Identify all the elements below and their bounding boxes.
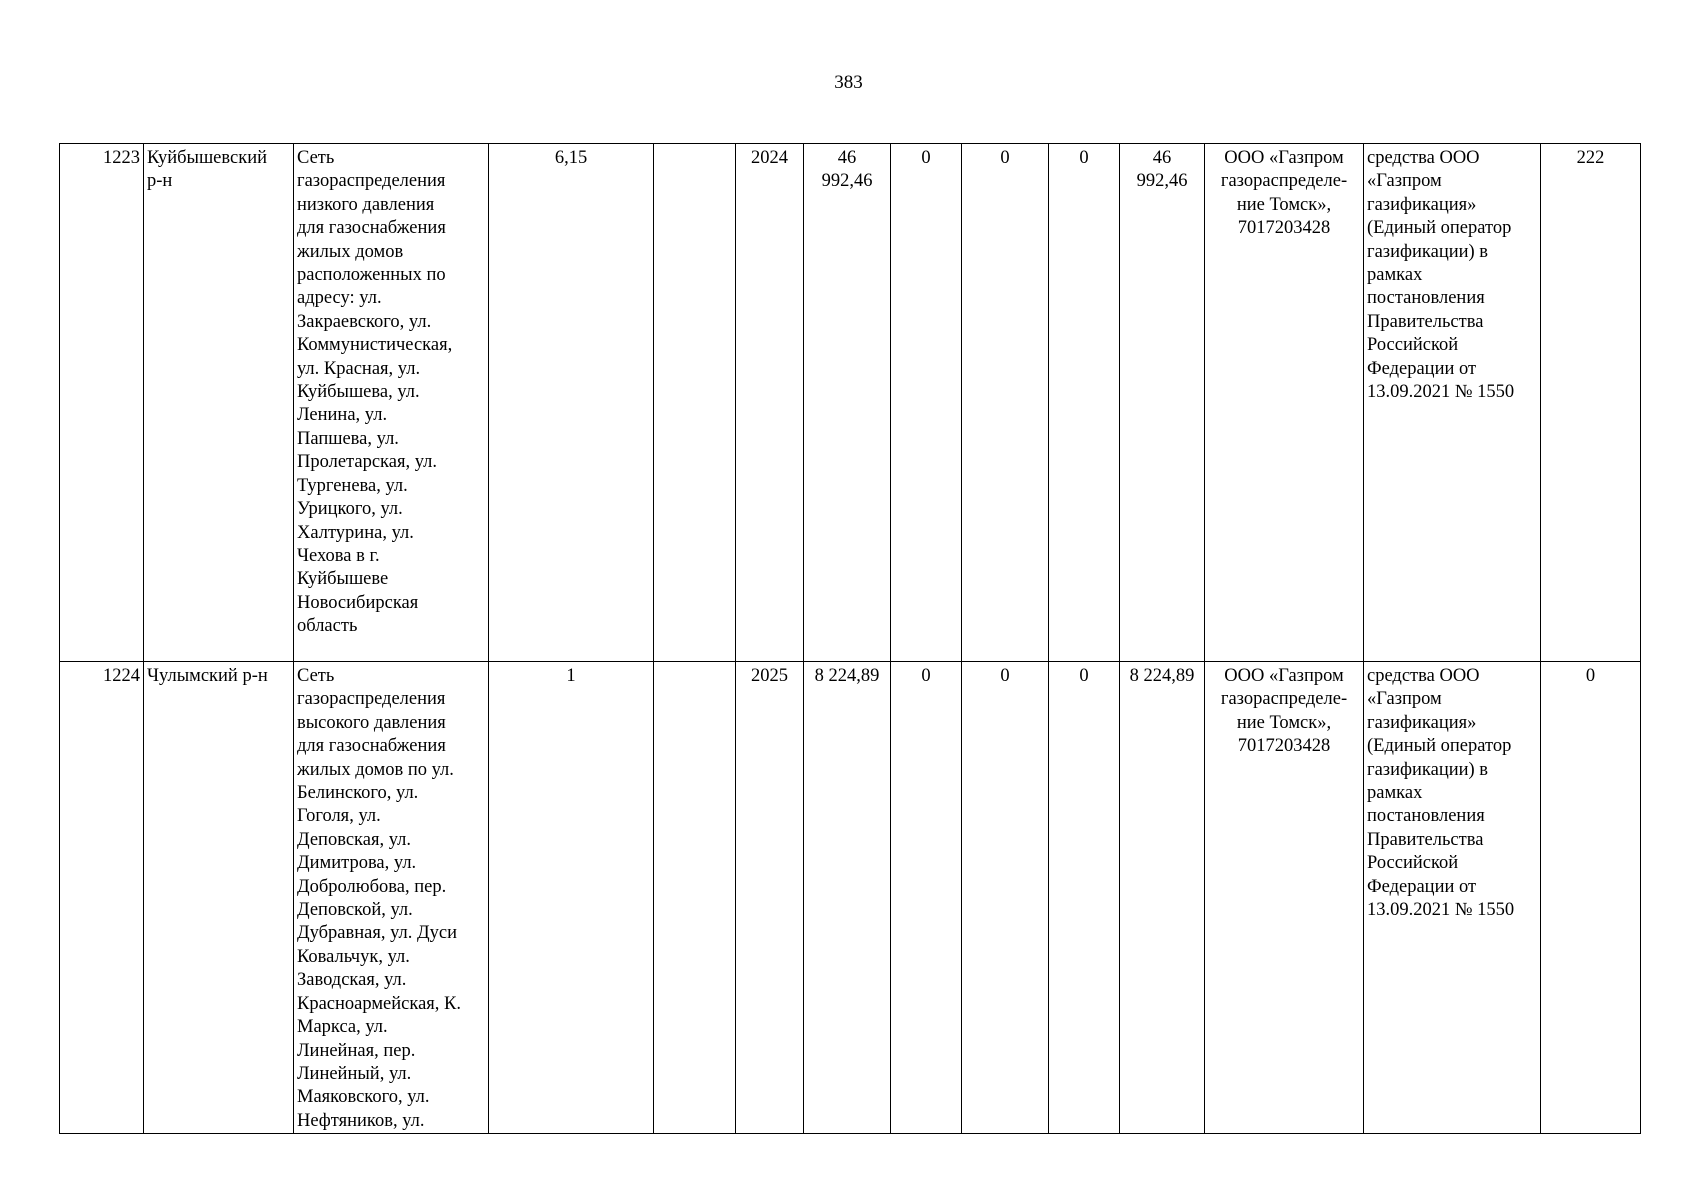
year-cell: 2025 [736,662,804,1134]
table-row [60,144,1641,662]
district-cell: Чулымский р-н [144,662,294,1134]
cost-cell: 8 224,89 [804,662,891,1134]
total-cell: 46 992,46 [1120,144,1205,662]
empty-cell [654,662,736,1134]
organization-cell: ООО «Газпром газораспределе- ние Томск», 7017203428 [1205,662,1364,1134]
empty-cell [654,144,736,662]
cost-cell: 46 992,46 [804,144,891,662]
object-description-cell: Сеть газораспределения высокого давления для газоснабжения жилых домов по ул. Белинского, ул. Гоголя, ул. Деповская, ул. Димитрова, ул. Добролюбова, пер. Деповской, ул. Дубравная, ул. Дуси Ковальчук, ул. Заводская, ул. Красноармейская, К. Маркса, ул. Линейная, пер. Линейный, ул. Маяковского, ул. Нефтяников, ул. [294,662,489,1134]
value-cell: 0 [962,662,1049,1134]
value-cell: 0 [1049,144,1120,662]
district-cell: Куйбышевский р-н [144,144,294,662]
gas-network-table [59,143,1641,1134]
value-cell: 0 [962,144,1049,662]
organization-cell: ООО «Газпром газораспределе- ние Томск», 7017203428 [1205,144,1364,662]
object-description-cell: Сеть газораспределения низкого давления для газоснабжения жилых домов расположенных по адресу: ул. Закраевского, ул. Коммунистическая, ул. Красная, ул. Куйбышева, ул. Ленина, ул. Папшева, ул. Пролетарская, ул. Тургенева, ул. Урицкого, ул. Халтурина, ул. Чехова в г. Куйбышеве Новосибирская область [294,144,489,662]
length-cell: 1 [489,662,654,1134]
table-row [60,662,1641,1134]
row-number-cell: 1224 [60,662,144,1134]
value-cell: 0 [1049,662,1120,1134]
value-cell: 0 [891,144,962,662]
year-cell: 2024 [736,144,804,662]
value-cell: 0 [891,662,962,1134]
total-cell: 8 224,89 [1120,662,1205,1134]
funding-source-cell: средства ООО «Газпром газификация» (Единый оператор газификации) в рамках постановления Правительства Российской Федерации от 13.09.2021 № 1550 [1364,662,1541,1134]
last-value-cell: 0 [1541,662,1641,1134]
last-value-cell: 222 [1541,144,1641,662]
page-number: 383 [834,72,863,93]
row-number-cell: 1223 [60,144,144,662]
length-cell: 6,15 [489,144,654,662]
funding-source-cell: средства ООО «Газпром газификация» (Единый оператор газификации) в рамках постановления Правительства Российской Федерации от 13.09.2021 № 1550 [1364,144,1541,662]
